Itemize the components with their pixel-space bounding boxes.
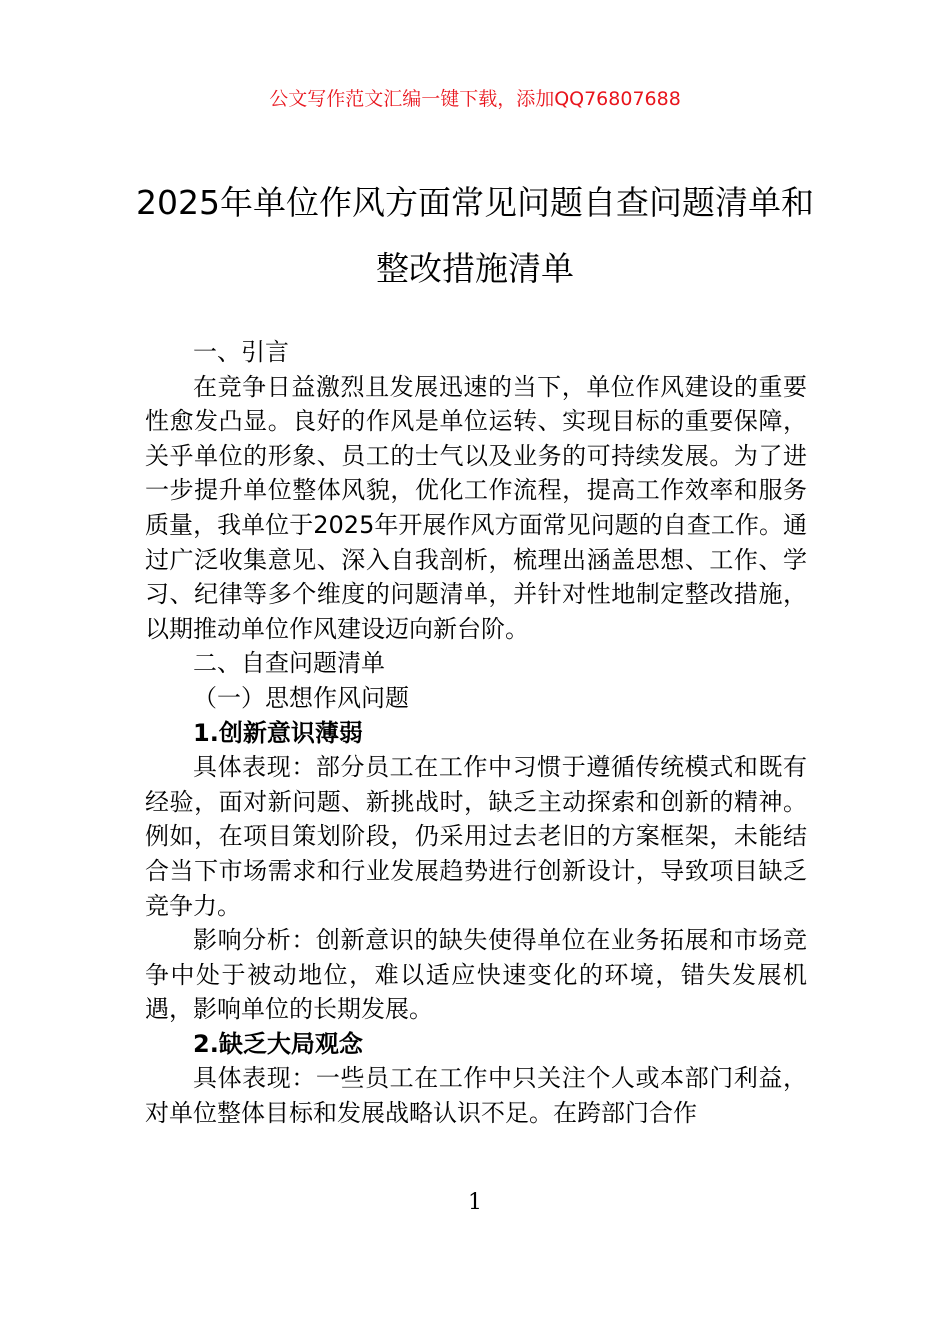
intro-paragraph: 在竞争日益激烈且发展迅速的当下，单位作风建设的重要性愈发凸显。良好的作风是单位运转、实现目标的重要保障，关乎单位的形象、员工的士气以及业务的可持续发展。为了进一步提升单位整体风貌，优化工作流程，提高工作效率和服务质量，我单位于2025年开展作风方面常见问题的自查工作。通过广泛收集意见、深入自我剖析，梳理出涵盖思想、工作、学习、纪律等多个维度的问题清单，并针对性地制定整改措施，以期推动单位作风建设迈向新台阶。 — [145, 372, 807, 643]
document-title: 2025年单位作风方面常见问题自查问题清单和整改措施清单 — [136, 183, 814, 288]
big-picture-manifestation: 具体表现：一些员工在工作中只关注个人或本部门利益，对单位整体目标和发展战略认识不足。在跨部门合作 — [145, 1064, 807, 1128]
innovation-manifestation: 具体表现：部分员工在工作中习惯于遵循传统模式和既有经验，面对新问题、新挑战时，缺乏主动探索和创新的精神。例如，在项目策划阶段，仍采用过去老旧的方案框架，未能结合当下市场需求和行业发展趋势进行创新设计，导致项目缺乏竞争力。 — [145, 753, 807, 920]
section-heading-checklist: 二、自查问题清单 — [193, 649, 385, 678]
section-heading-intro: 一、引言 — [193, 338, 289, 366]
innovation-impact: 影响分析：创新意识的缺失使得单位在业务拓展和市场竞争中处于被动地位，难以适应快速变化的环境，错失发展机遇，影响单位的长期发展。 — [145, 926, 807, 1024]
header-note: 公文写作范文汇编一键下载，添加QQ76807688 — [269, 88, 681, 110]
document-body — [145, 335, 807, 1131]
subsection-heading-thinking: （一）思想作风问题 — [193, 683, 409, 712]
item-heading-big-picture: 2.缺乏大局观念 — [193, 1029, 363, 1058]
page-number: 1 — [468, 1190, 482, 1215]
item-heading-innovation: 1.创新意识薄弱 — [193, 718, 363, 747]
